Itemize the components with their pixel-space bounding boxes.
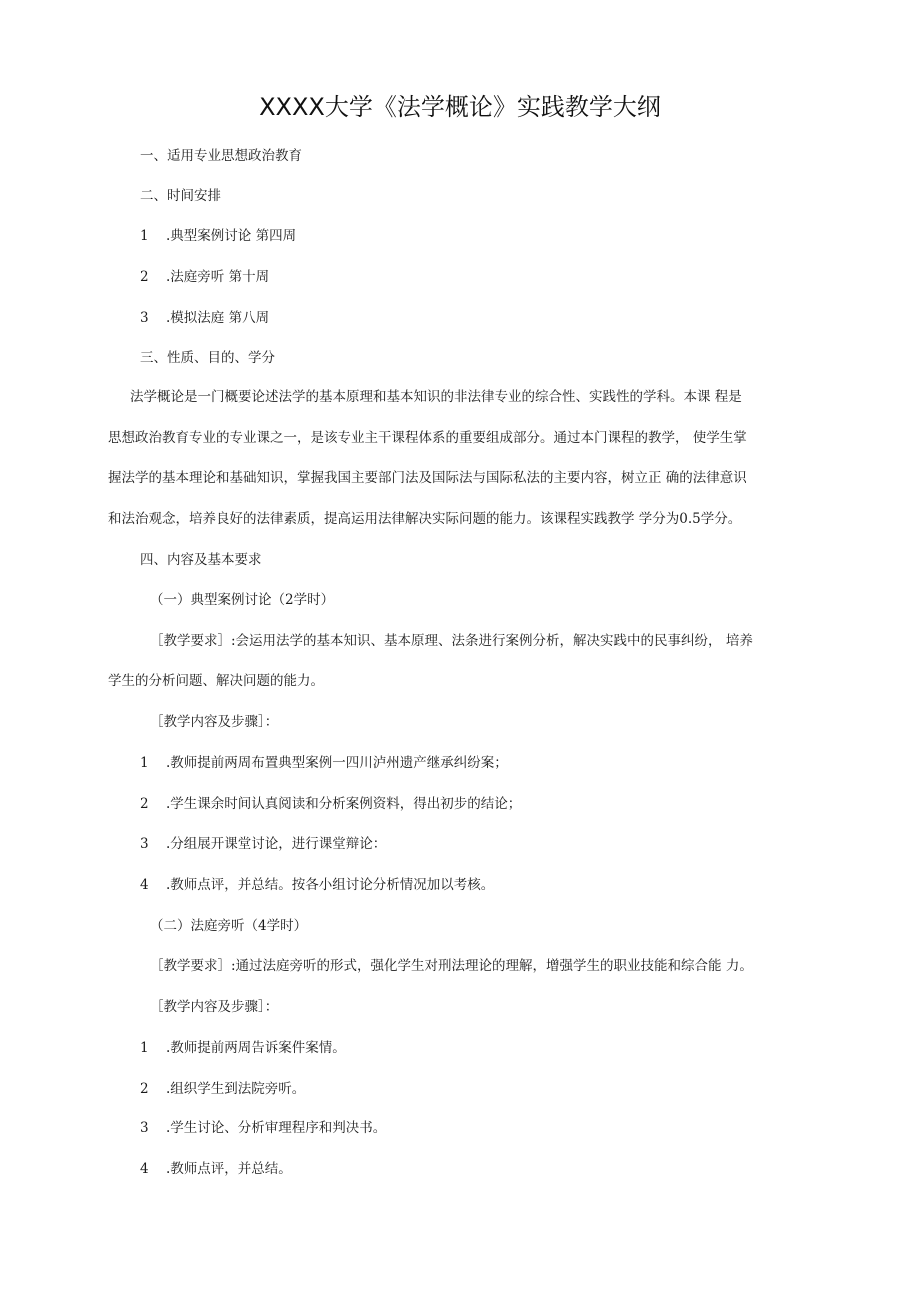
schedule-item-number: 3: [140, 310, 149, 326]
section-heading-content: 四、内容及基本要求: [140, 552, 262, 568]
section-heading-nature: 三、性质、目的、学分: [140, 350, 275, 366]
step-item: [140, 1118, 386, 1138]
section-heading-schedule: 二、时间安排: [140, 188, 221, 204]
step-text: .教师提前两周告诉案件案情。: [166, 1040, 346, 1056]
subsection-heading-court-hearing: （二）法庭旁听（4学时）: [150, 918, 308, 934]
step-text: .组织学生到法院旁听。: [166, 1081, 306, 1097]
step-text: .教师提前两周布置典型案例一四川泸州遗产继承纠纷案；: [166, 755, 508, 771]
step-item: [140, 875, 494, 895]
step-item: [140, 834, 386, 854]
requirement-line: ［教学要求］:通过法庭旁听的形式，强化学生对刑法理论的理解，增强学生的职业技能和综合能 力。: [150, 958, 753, 974]
step-number: 4: [140, 1161, 149, 1177]
paragraph-line: 思想政治教育专业的专业课之一，是该专业主干课程体系的重要组成部分。通过本门课程的教学， 使学生掌: [108, 430, 747, 446]
schedule-item-text: .模拟法庭 第八周: [166, 310, 270, 326]
paragraph-line: 握法学的基本理论和基础知识，掌握我国主要部门法及国际法与国际私法的主要内容，树立正 确的法律意识: [108, 470, 747, 486]
step-number: 3: [140, 1120, 149, 1136]
schedule-item-text: .法庭旁听 第十周: [166, 269, 270, 285]
schedule-item: [140, 226, 296, 246]
step-item: [140, 753, 508, 773]
document-title: XXXX大学《法学概论》实践教学大纲: [259, 93, 661, 121]
step-text: .学生讨论、分析审理程序和判决书。: [166, 1120, 387, 1136]
requirement-line: ［教学要求］:会运用法学的基本知识、基本原理、法条进行案例分析，解决实践中的民事纠纷， 培养: [150, 633, 753, 649]
step-number: 2: [140, 1081, 149, 1097]
paragraph-line: 法学概论是一门概要论述法学的基本原理和基本知识的非法律专业的综合性、实践性的学科。本课 程是: [130, 389, 742, 405]
step-item: [140, 794, 521, 814]
schedule-item-text: .典型案例讨论 第四周: [166, 228, 297, 244]
step-number: 4: [140, 877, 149, 893]
step-item: [140, 1038, 346, 1058]
step-number: 2: [140, 796, 149, 812]
schedule-item: [140, 267, 269, 287]
step-number: 1: [140, 755, 149, 771]
step-text: .教师点评，并总结。: [166, 1161, 292, 1177]
step-number: 3: [140, 836, 149, 852]
steps-heading: ［教学内容及步骤］：: [150, 714, 279, 730]
requirement-line: 学生的分析问题、解决问题的能力。: [108, 673, 324, 689]
paragraph-line: 和法治观念，培养良好的法律素质，提高运用法律解决实际问题的能力。该课程实践教学 学分为0.5学分。: [108, 511, 742, 527]
step-text: .分组展开课堂讨论，进行课堂辩论：: [166, 836, 387, 852]
schedule-item-number: 1: [140, 228, 149, 244]
steps-heading: ［教学内容及步骤］：: [150, 999, 279, 1015]
schedule-item: [140, 308, 269, 328]
subsection-heading-case-discussion: （一）典型案例讨论（2学时）: [150, 592, 335, 608]
step-item: [140, 1159, 292, 1179]
step-text: .学生课余时间认真阅读和分析案例资料，得出初步的结论；: [166, 796, 522, 812]
step-number: 1: [140, 1040, 149, 1056]
section-heading-applicable-major: 一、适用专业思想政治教育: [140, 148, 302, 164]
step-item: [140, 1079, 305, 1099]
step-text: .教师点评，并总结。按各小组讨论分析情况加以考核。: [166, 877, 495, 893]
schedule-item-number: 2: [140, 269, 149, 285]
